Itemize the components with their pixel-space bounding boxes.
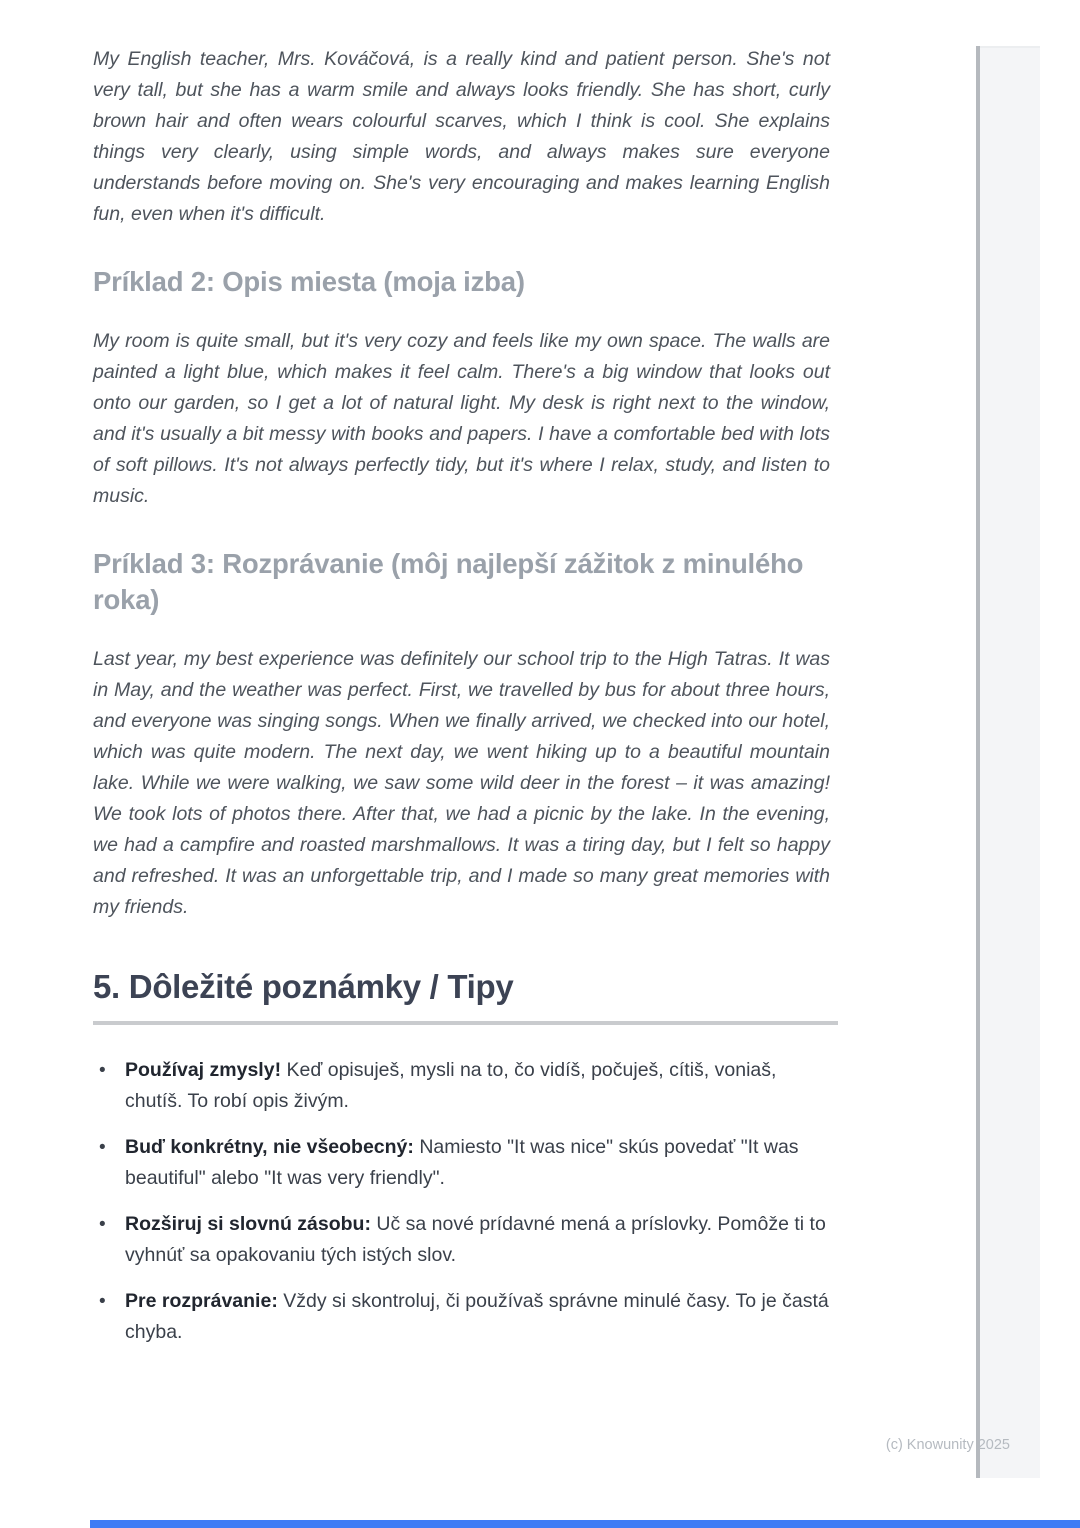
- bullet-icon: •: [99, 1214, 106, 1235]
- tip-item: [93, 1132, 830, 1194]
- scrollbar-thumb[interactable]: [976, 46, 980, 1478]
- example-2-heading: Príklad 2: Opis miesta (moja izba): [93, 266, 525, 297]
- bullet-icon: •: [99, 1060, 106, 1081]
- tip-bold-lead: Pre rozprávanie:: [125, 1290, 278, 1312]
- example-3-heading: Príklad 3: Rozprávanie (môj najlepší zážitok z minulého roka): [93, 548, 804, 615]
- tips-section-heading: 5. Dôležité poznámky / Tipy: [93, 968, 514, 1005]
- bullet-icon: •: [99, 1291, 106, 1312]
- tip-item: [93, 1055, 830, 1117]
- trip-narration-paragraph: Last year, my best experience was definitely our school trip to the High Tatras. It was in May, and the weather was perfect. First, we travelled by bus for about three hours, and everyone was singing songs. When we finally arrived, we checked into our hotel, which was quite modern. The next day, we went hiking up to a beautiful mountain lake. While we were walking, we saw some wild deer in the forest – it was amazing! We took lots of photos there. After that, we had a picnic by the lake. In the evening, we had a campfire and roasted marshmallows. It was a tiring day, but I felt so happy and refreshed. It was an unforgettable trip, and I made so many great memories with my friends.: [93, 648, 830, 918]
- bottom-accent-bar: [90, 1520, 1080, 1528]
- section-divider: [93, 1021, 838, 1025]
- tip-text: Uč sa nové prídavné mená a príslovky. Pomôže ti to vyhnúť sa opakovaniu tých istých slov.: [125, 1213, 826, 1266]
- document-content: [93, 44, 830, 1363]
- tip-text: Vždy si skontroluj, či používaš správne minulé časy. To je častá chyba.: [125, 1290, 829, 1343]
- tip-bold-lead: Používaj zmysly!: [125, 1059, 282, 1081]
- room-description-paragraph: My room is quite small, but it's very cozy and feels like my own space. The walls are painted a light blue, which makes it feel calm. There's a big window that looks out onto our garden, so I get a lot of natural light. My desk is right next to the window, and it's usually a bit messy with books and papers. I have a comfortable bed with lots of soft pillows. It's not always perfectly tidy, but it's where I relax, study, and listen to music.: [93, 330, 830, 507]
- scrollbar-track[interactable]: [980, 46, 1040, 1478]
- tip-item: [93, 1286, 830, 1348]
- teacher-description-paragraph: My English teacher, Mrs. Kováčová, is a really kind and patient person. She's not very tall, but she has a warm smile and always looks friendly. She has short, curly brown hair and often wears colourful scarves, which I think is cool. She explains things very clearly, using simple words, and always makes sure everyone understands before moving on. She's very encouraging and makes learning English fun, even when it's difficult.: [93, 48, 830, 225]
- tip-text: Keď opisuješ, mysli na to, čo vidíš, počuješ, cítiš, voniaš, chutíš. To robí opis živým.: [125, 1059, 777, 1112]
- copyright-footer: (c) Knowunity 2025: [885, 1437, 1010, 1453]
- tip-bold-lead: Rozširuj si slovnú zásobu:: [125, 1213, 371, 1235]
- tip-text: Namiesto "It was nice" skús povedať "It was beautiful" alebo "It was very friendly".: [125, 1136, 799, 1189]
- tip-bold-lead: Buď konkrétny, nie všeobecný:: [125, 1136, 414, 1158]
- bullet-icon: •: [99, 1137, 106, 1158]
- tip-item: [93, 1209, 830, 1271]
- tips-list: [93, 1055, 830, 1348]
